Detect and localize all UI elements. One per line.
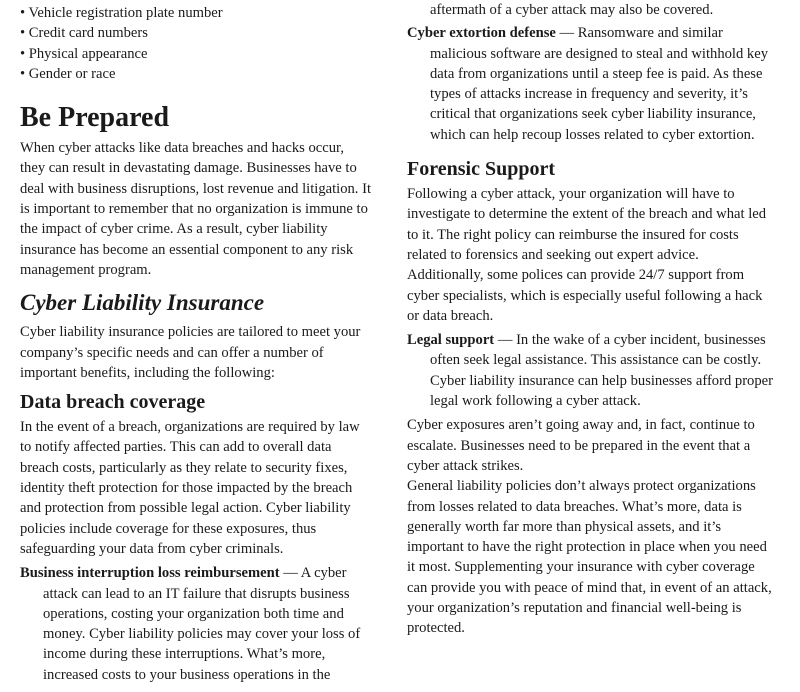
bullet-item: • Gender or race	[20, 64, 372, 84]
business-interruption-continued: aftermath of a cyber attack may also be covered.	[430, 2, 714, 18]
business-interruption-text: — A cyber attack can lead to an IT failure that disrupts business operations, costing your organization both time and money. Cyber liability policies may cover your loss of income during these interruptions. What’s more, increased costs to your business operations in the	[43, 565, 361, 683]
identifier-bullet-list	[20, 0, 372, 84]
right-column	[407, 0, 775, 639]
bullet-item: • Credit card numbers	[20, 23, 372, 43]
cyber-exposures-paragraph: Cyber exposures aren’t going away and, in fact, continue to escalate. Businesses need to be prepared in the event that a cyber attack strikes.	[407, 417, 755, 474]
be-prepared-paragraph: When cyber attacks like data breaches and hacks occur, they can result in devastating damage. Businesses have to deal with business disruptions, lost revenue and litigation. It is important to remember that no organization is immune to the impact of cyber crime. As a result, cyber liability insurance has become an essential component to any risk management program.	[20, 140, 372, 278]
legal-support-text: — In the wake of a cyber incident, businesses often seek legal assistance. This assistance can be costly. Cyber liability insurance can help businesses afford proper legal work following a cyber attack.	[430, 332, 773, 410]
business-interruption-term: Business interruption loss reimbursement	[20, 565, 280, 582]
data-breach-coverage-paragraph: In the event of a breach, organizations are required by law to notify affected parties. This can add to overall data breach costs, particularly as they relate to security fixes, identity theft protection for those impacted by the breach and protection from possible legal action. Cyber liability policies include coverage for these exposures, thus safeguarding your data from cyber criminals.	[20, 419, 360, 557]
legal-support-term: Legal support	[407, 332, 495, 349]
cyber-extortion-term: Cyber extortion defense	[407, 25, 556, 42]
bullet-item: • Physical appearance	[20, 44, 372, 64]
cyber-liability-intro-paragraph: Cyber liability insurance policies are tailored to meet your company’s specific needs and can offer a number of important benefits, including the following:	[20, 324, 361, 381]
forensic-support-paragraph: Following a cyber attack, your organization will have to investigate to determine the extent of the breach and what led to it. The right policy can reimburse the insured for costs related to forensics and seeking out expert advice. Additionally, some polices can provide 24/7 support from cyber specialists, which is especially useful following a hack or data breach.	[407, 186, 767, 324]
left-column	[20, 0, 372, 685]
bullet-item: • Vehicle registration plate number	[20, 3, 372, 23]
cyber-extortion-text: — Ransomware and similar malicious software are designed to steal and withhold key data from organizations until a steep fee is paid. As these types of attacks increase in frequency and severity, it’s critical that organizations seek cyber liability insurance, which can help recoup losses related to cyber extortion.	[430, 25, 768, 143]
general-liability-paragraph: General liability policies don’t always protect organizations from losses related to data breaches. What’s more, data is generally worth far more than physical assets, and it’s important to have the right protection in place when you need it most. Supplementing your insurance with cyber coverage can provide you with peace of mind that, in event of an attack, your organization’s reputation and financial well-being is protected.	[407, 478, 772, 637]
cyber-liability-insurance-heading: Cyber Liability Insurance	[20, 290, 265, 316]
forensic-support-heading: Forensic Support	[407, 158, 555, 181]
cyber-extortion-item	[407, 23, 775, 145]
be-prepared-heading: Be Prepared	[20, 102, 170, 134]
business-interruption-item	[20, 563, 372, 685]
data-breach-coverage-heading: Data breach coverage	[20, 391, 206, 414]
legal-support-item	[407, 330, 775, 411]
